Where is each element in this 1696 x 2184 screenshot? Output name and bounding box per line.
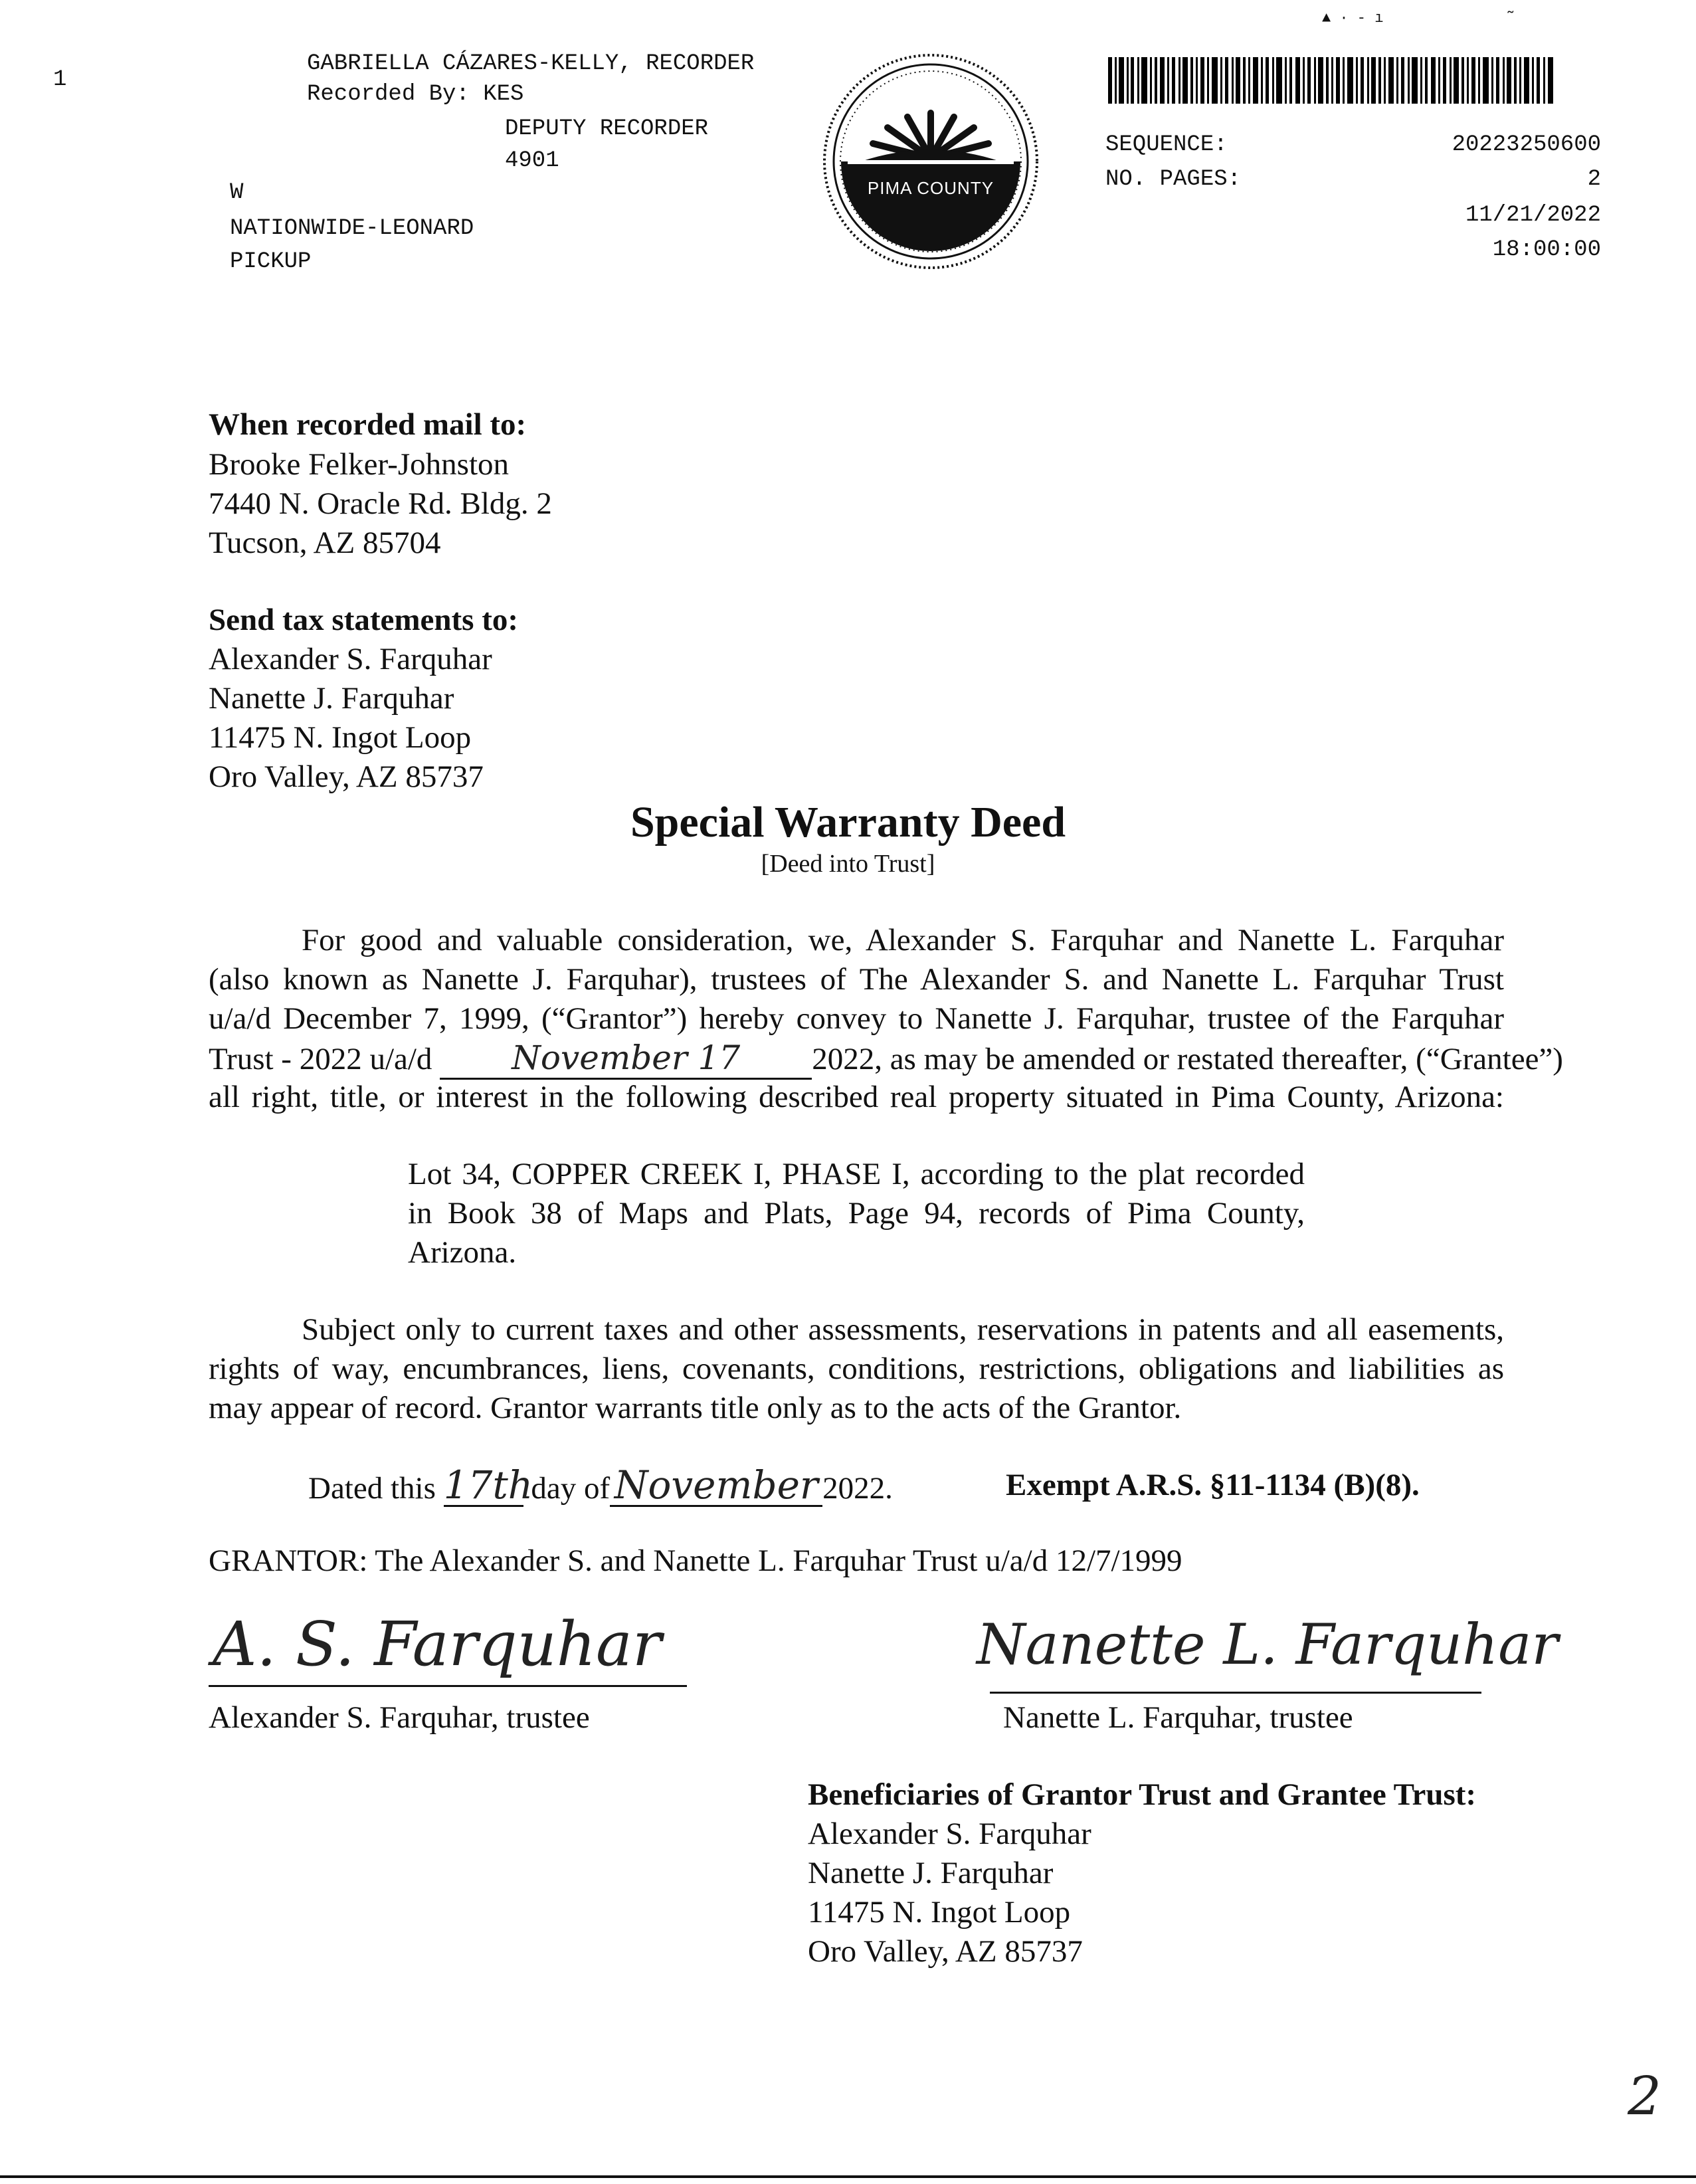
signer-name-left: Alexander S. Farquhar, trustee [209, 1700, 590, 1735]
tax-to-line: Oro Valley, AZ 85737 [209, 759, 484, 794]
w-mark: W [230, 180, 244, 205]
dated-text: day of [531, 1471, 611, 1506]
body-line: rights of way, encumbrances, liens, covenants, conditions, restrictions, obligations and liabilities as [209, 1351, 1504, 1386]
pages-value: 2 [1587, 167, 1601, 192]
exemption-statute: Exempt A.R.S. §11-1134 (B)(8). [1006, 1468, 1420, 1502]
body-line-trust-date [209, 1039, 1563, 1080]
tax-to-line: Alexander S. Farquhar [209, 642, 492, 676]
dated-text: Dated this [308, 1471, 436, 1506]
tax-to-heading: Send tax statements to: [209, 603, 519, 637]
mail-to-line: Brooke Felker-Johnston [209, 447, 510, 482]
deputy-number: 4901 [505, 148, 559, 173]
barcode-bars [1108, 57, 1553, 104]
body-text: 2022, as may be amended or restated thereafter, (“Grantee”) [812, 1042, 1563, 1076]
mail-to-line: 7440 N. Oracle Rd. Bldg. 2 [209, 486, 552, 521]
beneficiary-line: Alexander S. Farquhar [808, 1817, 1091, 1851]
document-subtitle: [Deed into Trust] [761, 850, 935, 878]
dated-text: 2022. [822, 1471, 893, 1506]
mail-to-heading: When recorded mail to: [209, 407, 527, 442]
beneficiaries-heading: Beneficiaries of Grantor Trust and Grantee Trust: [808, 1777, 1477, 1812]
body-line: Subject only to current taxes and other assessments, reservations in patents and all easements, [302, 1312, 1504, 1347]
bottom-scan-edge [0, 2175, 1696, 2178]
seal-graphic [821, 52, 1040, 271]
body-line: u/a/d December 7, 1999, (“Grantor”) hereby convey to Nanette J. Farquhar, trustee of the Farquhar [209, 1001, 1504, 1036]
recorded-by: Recorded By: KES [307, 82, 524, 107]
legal-description-line: Arizona. [408, 1235, 517, 1270]
document-title: Special Warranty Deed [630, 798, 1066, 846]
pickup-line-1: NATIONWIDE-LEONARD [230, 216, 474, 241]
pickup-line-2: PICKUP [230, 249, 312, 274]
beneficiary-line: 11475 N. Ingot Loop [808, 1895, 1071, 1930]
recorded-time: 18:00:00 [1492, 237, 1601, 262]
body-text: Trust - 2022 u/a/d [209, 1042, 432, 1076]
signature-line-right [990, 1692, 1481, 1694]
recorder-name: GABRIELLA CÁZARES-KELLY, RECORDER [307, 51, 755, 76]
beneficiary-line: Nanette J. Farquhar [808, 1856, 1054, 1890]
legal-description-line: in Book 38 of Maps and Plats, Page 94, records of Pima County, [408, 1196, 1305, 1231]
dated-line [308, 1462, 893, 1508]
county-seal [821, 52, 1040, 271]
body-line: (also known as Nanette J. Farquhar), trustees of The Alexander S. and Nanette L. Farquhar Trust [209, 962, 1504, 997]
handwritten-page-mark: 2 [1628, 2065, 1661, 2127]
deputy-recorder: DEPUTY RECORDER [505, 116, 709, 142]
sequence-label: SEQUENCE: [1105, 132, 1228, 157]
signature-nanette: Nanette L. Farquhar [977, 1612, 1558, 1677]
legal-description-line: Lot 34, COPPER CREEK I, PHASE I, according to the plat recorded [408, 1157, 1305, 1191]
signature-line-left [209, 1685, 687, 1687]
top-marks: ▲ · - ı [1322, 10, 1384, 27]
sequence-value: 20223250600 [1452, 132, 1601, 157]
handwritten-day: 17th [443, 1462, 533, 1508]
handwritten-month: November [610, 1466, 822, 1507]
stray-mark: 1 [53, 67, 67, 92]
pages-label: NO. PAGES: [1105, 167, 1242, 192]
beneficiary-line: Oro Valley, AZ 85737 [808, 1934, 1083, 1969]
barcode [1108, 57, 1553, 104]
seal-text: PIMA COUNTY [867, 178, 994, 198]
tax-to-line: Nanette J. Farquhar [209, 681, 454, 716]
tax-to-line: 11475 N. Ingot Loop [209, 720, 472, 755]
recorded-date: 11/21/2022 [1465, 203, 1601, 228]
grantor-line: GRANTOR: The Alexander S. and Nanette L. Farquhar Trust u/a/d 12/7/1999 [209, 1543, 1182, 1578]
corner-mark: ˜ [1505, 9, 1516, 29]
signer-name-right: Nanette L. Farquhar, trustee [1003, 1700, 1353, 1735]
mail-to-line: Tucson, AZ 85704 [209, 526, 441, 560]
body-line: may appear of record. Grantor warrants title only as to the acts of the Grantor. [209, 1391, 1182, 1425]
body-line: all right, title, or interest in the following described real property situated in Pima County, Arizona: [209, 1080, 1504, 1114]
signature-alexander: A. S. Farquhar [213, 1609, 662, 1680]
handwritten-trust-date: November 17 [440, 1039, 812, 1080]
body-line: For good and valuable consideration, we, Alexander S. Farquhar and Nanette L. Farquhar [302, 923, 1504, 957]
